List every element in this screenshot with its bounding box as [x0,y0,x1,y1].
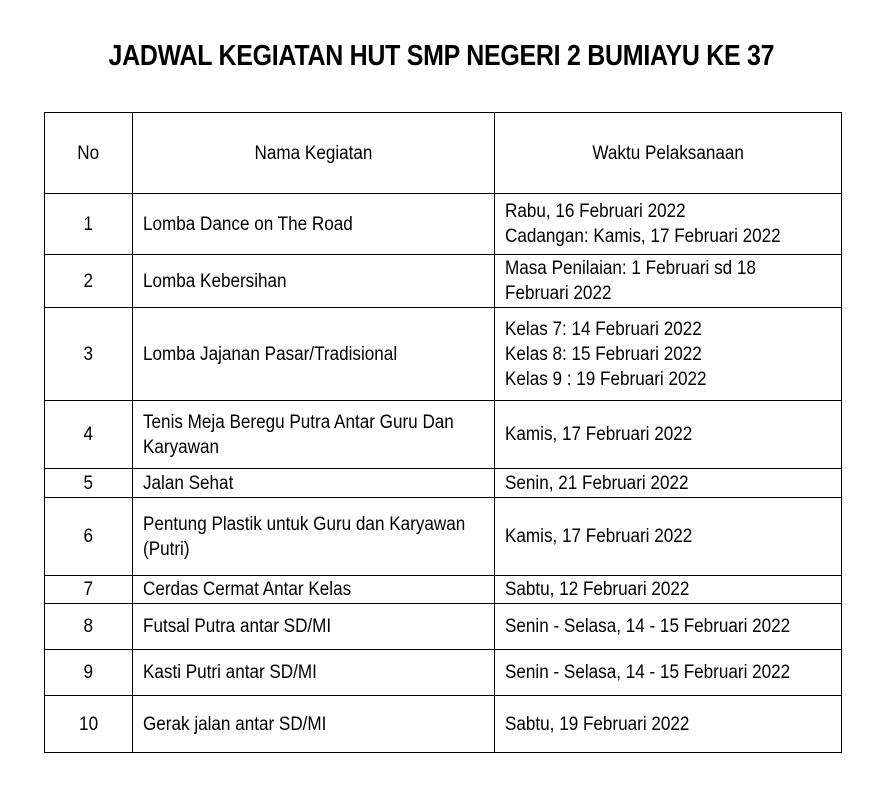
cell-nama-kegiatan: Cerdas Cermat Antar Kelas [133,576,495,604]
cell-no: 1 [45,194,133,255]
cell-nama-kegiatan: Lomba Dance on The Road [133,194,495,255]
cell-no: 4 [45,401,133,469]
cell-nama-kegiatan: Tenis Meja Beregu Putra Antar Guru Dan Karyawan [133,401,495,469]
cell-no: 5 [45,469,133,498]
table-row [45,576,842,604]
cell-waktu-pelaksanaan: Rabu, 16 Februari 2022 Cadangan: Kamis, 17 Februari 2022 [495,194,842,255]
cell-no: 8 [45,604,133,650]
cell-no: 7 [45,576,133,604]
table-row [45,604,842,650]
cell-nama-kegiatan: Lomba Kebersihan [133,255,495,308]
table-header-row [45,113,842,194]
cell-waktu-pelaksanaan: Sabtu, 12 Februari 2022 [495,576,842,604]
schedule-table [44,112,842,753]
table-body [45,194,842,753]
table-row [45,255,842,308]
cell-no: 2 [45,255,133,308]
header-waktu-pelaksanaan: Waktu Pelaksanaan [495,113,842,194]
cell-waktu-pelaksanaan: Kamis, 17 Februari 2022 [495,401,842,469]
table-row [45,308,842,401]
cell-nama-kegiatan: Futsal Putra antar SD/MI [133,604,495,650]
cell-nama-kegiatan: Jalan Sehat [133,469,495,498]
cell-waktu-pelaksanaan: Kamis, 17 Februari 2022 [495,498,842,576]
table-row [45,401,842,469]
cell-no: 10 [45,696,133,753]
cell-nama-kegiatan: Kasti Putri antar SD/MI [133,650,495,696]
cell-nama-kegiatan: Lomba Jajanan Pasar/Tradisional [133,308,495,401]
page-title: JADWAL KEGIATAN HUT SMP NEGERI 2 BUMIAYU KE 37 [108,40,775,72]
cell-waktu-pelaksanaan: Senin - Selasa, 14 - 15 Februari 2022 [495,650,842,696]
table-row [45,696,842,753]
header-no: No [45,113,133,194]
cell-no: 3 [45,308,133,401]
cell-no: 9 [45,650,133,696]
table-row [45,650,842,696]
cell-waktu-pelaksanaan: Masa Penilaian: 1 Februari sd 18 Februari 2022 [495,255,842,308]
table-row [45,498,842,576]
header-nama-kegiatan: Nama Kegiatan [133,113,495,194]
table-row [45,194,842,255]
cell-no: 6 [45,498,133,576]
cell-waktu-pelaksanaan: Senin, 21 Februari 2022 [495,469,842,498]
cell-nama-kegiatan: Gerak jalan antar SD/MI [133,696,495,753]
cell-waktu-pelaksanaan: Sabtu, 19 Februari 2022 [495,696,842,753]
cell-nama-kegiatan: Pentung Plastik untuk Guru dan Karyawan (Putri) [133,498,495,576]
table-row [45,469,842,498]
cell-waktu-pelaksanaan: Senin - Selasa, 14 - 15 Februari 2022 [495,604,842,650]
cell-waktu-pelaksanaan: Kelas 7: 14 Februari 2022 Kelas 8: 15 Februari 2022 Kelas 9 : 19 Februari 2022 [495,308,842,401]
